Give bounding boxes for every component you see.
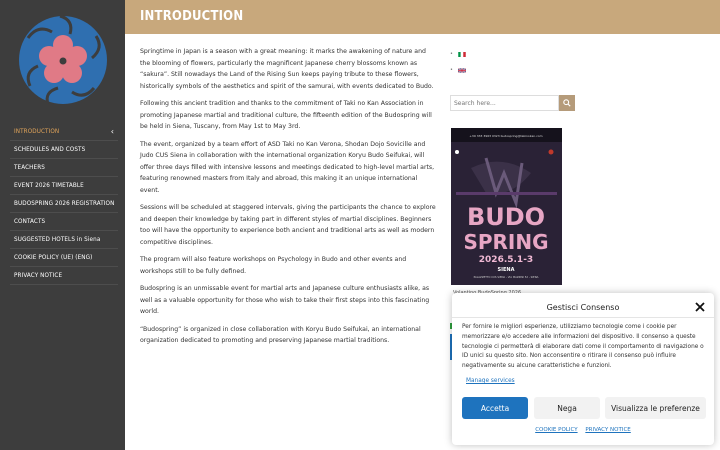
paragraph: The program will also feature workshops on Psychology in Budo and other events and workshops still to be fully defined. (140, 256, 407, 275)
paragraph: The event, organized by a team effort of ASD Taki no Kan Verona, Shodan Dojo Sovicille and Judo CUS Siena in collaboration with the international organization Koryu Budo Seifukai, will offer three days filled with intensive lessons and meetings dedicated to high-level martial arts, featuring renowned masters from Italy and abroad, this making it an unique international event. (140, 140, 435, 194)
nav-label: COOKIE POLICY (UE) (ENG) (14, 254, 93, 261)
sakura-logo-icon[interactable] (8, 8, 118, 113)
paragraph: Springtime in Japan is a season with a great meaning: it marks the awakening of nature and the blooming of flowers, particularly the magnificent Japanese cherry blossoms known as “sakura”. Still nowadays the Land of the Rising Sun keeps paying tribute to these flowers, historically symbols of the aesthetics and spirit of the samurai, with events dedicated to Budo. (140, 48, 434, 90)
main-nav (10, 123, 118, 285)
cookie-policy-link[interactable]: COOKIE POLICY (535, 427, 578, 433)
poster-artwork (451, 128, 562, 285)
view-preferences-button[interactable]: Visualizza le preferenze (605, 397, 706, 419)
page-header (125, 0, 720, 34)
nav-label: PRIVACY NOTICE (14, 272, 63, 279)
nav-item-teachers[interactable] (10, 159, 118, 177)
poster-title-line2: SPRING (463, 230, 549, 254)
cookie-dialog-links (452, 427, 714, 433)
language-english[interactable] (450, 62, 580, 78)
nav-item-registration[interactable] (10, 195, 118, 213)
page-title: INTRODUCTION (140, 9, 244, 24)
paragraph: Budospring is an unmissable event for martial arts and Japanese culture enthusiasts alike, as well as a valuable opportunity for those who wish to take their first steps into this fascinating world. (140, 285, 430, 315)
cookie-consent-dialog (452, 293, 714, 445)
main-content (140, 46, 436, 353)
poster-date: 2026.5.1-3 (478, 255, 534, 265)
language-italian[interactable] (450, 46, 580, 62)
nav-item-privacy[interactable] (10, 267, 118, 285)
search-input[interactable] (450, 95, 559, 111)
cookie-dialog-title: Gestisci Consenso (546, 303, 620, 312)
bullet: • (450, 67, 453, 73)
close-icon[interactable] (695, 302, 705, 312)
italy-flag-icon (458, 52, 466, 57)
divider (452, 317, 714, 318)
nav-label: BUDOSPRING 2026 REGISTRATION (14, 200, 115, 207)
nav-label: INTRODUCTION (14, 128, 60, 135)
paragraph: Sessions will be scheduled at staggered intervals, giving the participants the chance to explore and deepen their knowledge by taking part in different styles of martial disciplines. Beginners too will have the opportunity to experience both ancient and traditional arts as well as modern competitive disciplines. (140, 204, 436, 246)
nav-label: TEACHERS (14, 164, 45, 171)
search-icon (563, 99, 571, 107)
nav-item-contacts[interactable] (10, 213, 118, 231)
paragraph: “Budospring” is organized in close collaboration with Koryu Budo Seifukai, an international organization dedicated to promoting and preserving Japanese martial traditions. (140, 325, 421, 344)
search-button[interactable] (559, 95, 575, 111)
uk-flag-icon (458, 68, 466, 73)
poster-venue: PALAZZETTO CUS SIENA - VIA MAZZINI 52 - SIENA (473, 276, 539, 279)
nav-label: CONTACTS (14, 218, 46, 225)
cookie-dialog-text: Per fornire le migliori esperienze, utilizziamo tecnologie come i cookie per memorizzare e/o accedere alle informazioni del dispositivo. Il consenso a queste tecnologie ci permetterà di elaborare dati come il comportamento di navigazione o ID unici su questo sito. Non acconsentire o ritirare il consenso può influire negativamente su alcune caratteristiche e funzioni. (462, 324, 704, 370)
nav-label: EVENT 2026 TIMETABLE (14, 182, 84, 189)
accept-button[interactable]: Accetta (462, 397, 528, 419)
privacy-notice-link[interactable]: PRIVACY NOTICE (585, 427, 631, 433)
chevron-left-icon: ‹ (110, 127, 114, 136)
right-sidebar (450, 46, 580, 279)
sidebar (0, 0, 125, 450)
nav-label: SCHEDULES AND COSTS (14, 146, 86, 153)
poster-city: SIENA (497, 267, 515, 273)
deny-button[interactable]: Nega (534, 397, 600, 419)
poster-top-text: +39 333 3963 0323 budospring@takinokan.com (469, 134, 543, 138)
nav-item-timetable[interactable] (10, 177, 118, 195)
paragraph: Following this ancient tradition and thanks to the commitment of Taki no Kan Association in promoting Japanese martial and traditional culture, the fifteenth edition of the Budospring will be held in Siena, Tuscany, from May 1st to May 3rd. (140, 100, 432, 130)
nav-label: SUGGESTED HOTELS in Siena (14, 236, 101, 243)
bullet: • (450, 51, 453, 57)
nav-item-introduction[interactable] (10, 123, 118, 141)
nav-item-schedules[interactable] (10, 141, 118, 159)
nav-item-hotels[interactable] (10, 231, 118, 249)
search-form (450, 95, 575, 111)
budospring-poster[interactable] (451, 128, 562, 285)
nav-item-cookie-policy[interactable] (10, 249, 118, 267)
manage-services-link[interactable]: Manage services (466, 378, 515, 384)
poster-title-line1: BUDO (466, 203, 546, 231)
